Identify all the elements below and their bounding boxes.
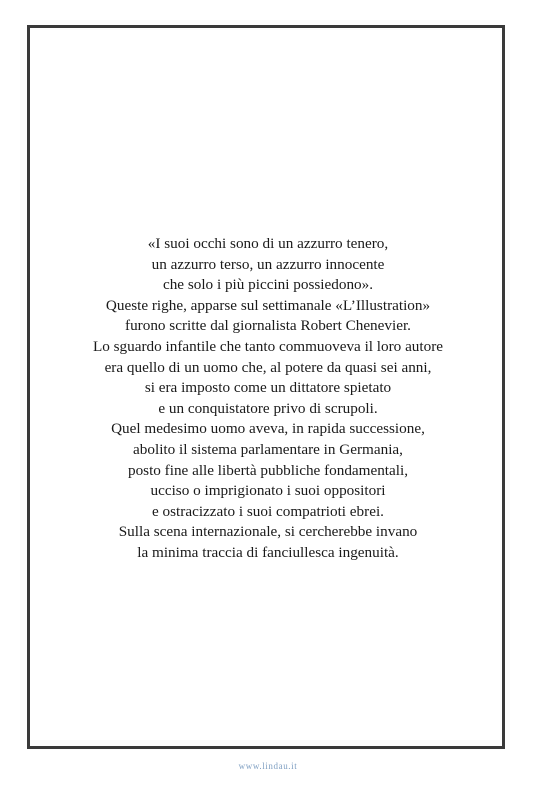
text-line: e ostracizzato i suoi compatrioti ebrei. <box>152 502 384 520</box>
text-line: Lo sguardo infantile che tanto commuoveva il loro autore <box>92 337 444 355</box>
text-line: furono scritte dal giornalista Robert Chenevier. <box>125 317 411 335</box>
text-line: ucciso o imprigionato i suoi oppositori <box>150 482 386 500</box>
publisher-url[interactable]: www.lindau.it <box>238 761 298 771</box>
text-line: Queste righe, apparse sul settimanale «L’Illustration» <box>105 296 431 314</box>
body-text <box>40 234 496 564</box>
text-line: Sulla scena internazionale, si cercherebbe invano <box>118 523 418 541</box>
text-line: posto fine alle libertà pubbliche fondamentali, <box>127 461 409 479</box>
text-line: la minima traccia di fanciullesca ingenuità. <box>137 543 399 561</box>
text-line: e un conquistatore privo di scrupoli. <box>158 399 378 417</box>
text-line: si era imposto come un dittatore spietato <box>144 379 392 397</box>
text-line: che solo i più piccini possiedono». <box>162 276 374 294</box>
text-line: Quel medesimo uomo aveva, in rapida successione, <box>111 420 425 438</box>
text-line: era quello di un uomo che, al potere da quasi sei anni, <box>104 358 432 376</box>
text-line: «I suoi occhi sono di un azzurro tenero, <box>147 235 389 252</box>
text-line: abolito il sistema parlamentare in Germania, <box>133 440 403 458</box>
text-line: un azzurro terso, un azzurro innocente <box>151 255 385 273</box>
